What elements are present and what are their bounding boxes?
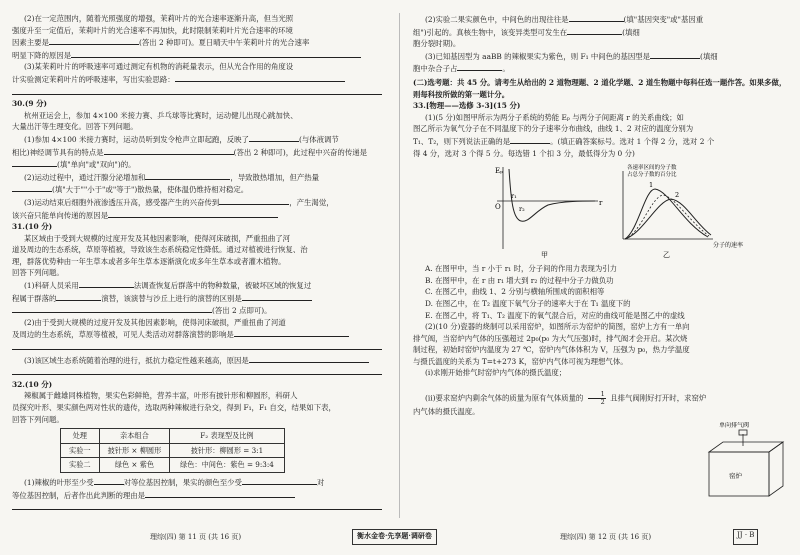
origin-label: O [495,203,501,212]
q33-2-i: (ⅰ)求刚开始排气时窑炉内气体的摄氏温度； [425,368,567,378]
table-header: F₂ 表现型及比例 [170,429,284,444]
q29-2-line4: 明显下降的原因是 [12,49,388,62]
figure-row [413,161,791,261]
footer-right-page-number: 理综(四) 第 12 页 (共 16 页) [560,533,652,541]
kiln-figure [413,422,791,502]
q31-1-line3: (答出 2 点即可)。 [12,304,388,317]
q31-2-line1: (2)由于受到大规模的过度开发及其他因素影响，使得河床破损，严重扭曲了河道 [24,317,286,327]
optional-section-title: (二)选考题：共 45 分。请考生从给出的 2 道物理题、2 道化学题、2 道生物题中每科任选一题作答。如果多做，则每科按所做的第一题计分。 [413,77,787,99]
q33-2-ii-line1: (ⅱ)要求窑炉内剩余气体的质量为原有气体质量的 $\frac{1}{2}$ 且排气阀刚好打开时，求窑炉 [425,390,707,407]
q32-1-line1: (1)辣椒的叶形至少受 对等位基因控制，果实的颜色至少受 对 [24,477,325,487]
q30-intro-1: 杭州亚运会上，参加 4×100 米接力赛、乒乓球等比赛时，运动健儿出现心跳加快、 [24,110,298,120]
table-header: 处理 [61,429,100,444]
answer-line [12,86,388,99]
r2-label: r₂ [519,205,525,214]
q32-3-line1: (3)已知基因型为 aaBB 的辣椒果实为紫色，则 F₁ 中间色的基因型是 (填细 [425,51,718,61]
table-cell: 披针形：柳圆形 = 3:1 [170,443,284,458]
q31-1-line1: (1)科研人员采用 法调查恢复后群落中的物种数量，被破坏区域的恢复过 [24,281,312,291]
table-cell: 实验二 [61,458,100,473]
curve-2-label: 2 [675,191,680,200]
q29-3-line1: (3)某茉莉叶片的呼吸速率可通过测定有机物的消耗量表示，但从光合作用的角度设 [24,62,294,72]
table-cell: 绿色 × 紫色 [99,458,170,473]
choice-a: A. 在图甲中，当 r 小于 r₁ 时，分子间的作用力表现为引力 [425,264,618,274]
kiln-top [709,442,783,452]
valve-label: 单向排气阀 [719,421,750,429]
answer-line [12,501,388,514]
table-cell: 披针形 × 柳圆形 [99,443,170,458]
choice-e: E. 在图乙中，将 T₁、T₂ 温度下的氧气混合后，对应的曲线可能是图乙中的虚线 [425,310,685,320]
q33-2-line3: 制过程，初始时窑炉内温度为 27 ℃，窑炉内气体体积为 V，压强为 p₀，热力学温度 [413,345,690,355]
q32-2-line1: (2)实验二果实颜色中，中间色的出现往往是 (填"基因突变"或"基因重 [425,15,704,24]
q31-intro-1: 某区域由于受到大规模的过度开发及其他因素影响，使得河床破损，严重扭曲了河 [24,233,291,243]
q33-heading: 33.[物理——选修 3-3](15 分) [413,101,521,111]
q33-1-line1: (1)(5 分)如图甲所示为两分子系统的势能 Eₚ 与两分子间距离 r 的关系曲线；如 [425,112,684,122]
footer-brand: 衡水金卷·先享题·调研卷 [352,529,437,545]
experiment-table [60,428,285,473]
figure-jia-label: 甲 [541,251,548,260]
table-cell: 实验一 [61,443,100,458]
q31-intro-2: 道及周边的生态系统，草原等植被，导致该生态系统稳定性降低。通过对植被进行恢复、治 [12,245,308,255]
curve-1-label: 1 [649,181,654,190]
q31-1-line2: 程属于群落的 演替，该演替与沙丘上进行的演替的区别是 [12,292,388,305]
q30-1-line1: (1)参加 4×100 米接力赛时，运动员听到发令枪声立即起跑，反映了 (与体液调节 [24,134,339,144]
fraction-one-half: $\frac{1}{2}$ [588,391,606,406]
footer-left-page-number: 理综(四) 第 11 页 (共 16 页) [150,533,242,541]
q32-intro-3: 回答下列问题。 [12,414,64,424]
q33-2-line2: 排气阀，当窑炉内气体的压强超过 2p₀(p₀ 为大气压强)时，排气阀才会开启。某次烧 [413,333,688,343]
q30-2-line2: (填"大于""小于"或"等于")散热量，使体温仍维持相对稳定。 [12,183,388,196]
q29-3-line2: 计实验测定茉莉叶片的呼吸速率，写出实验思路： [12,73,388,86]
choice-c: C. 在图乙中，曲线 1、2 分别与横轴所围成的面积相等 [425,287,605,297]
figure-yi-label: 乙 [663,251,670,260]
r-label: r [599,199,603,208]
kiln-side [769,442,783,496]
q31-2-line2: 及周边的生态系统，草原等植被，可见人类活动对群落演替的影响是 [12,328,388,341]
table-row [61,458,285,473]
q33-1-line3: T₁、T₂，则下列说法正确的是 。(填正确答案标号。选对 1 个得 2 分，选对 2 个 [413,136,715,146]
right-page [413,13,791,505]
q30-2-line1: (2)运动过程中，通过汗腺分泌增加和 ，导致散热增加，但产热量 [24,172,320,182]
q33-2-ii-line2: 内气体的摄氏温度。 [413,407,480,417]
choice-d: D. 在图乙中，在 T₂ 温度下氧气分子的速率大于在 T₁ 温度下的 [425,298,631,308]
q30-1-line2: 相比)神经调节具有的特点是 (答出 2 种即可)，此过程中兴奋的传递是 [12,147,367,157]
yi-y-axis-label-1: 各速率区间的分子数 [627,165,677,172]
figure-jia [495,167,603,259]
q31-intro-4: 回答下列问题。 [12,268,64,278]
q32-intro-1: 辣椒属于雌雄同株植物，果实色彩鲜艳，营养丰富，叶形有披针形和柳圆形，科研人 [24,391,298,401]
q31-heading: 31.(10 分) [12,222,53,232]
physics-figures [413,161,791,261]
table-cell: 绿色：中间色：紫色 = 9:3:4 [170,458,284,473]
table-row [61,443,285,458]
kiln-label: 窑炉 [729,471,742,480]
q33-2-line4: 与摄氏温度的关系为 T=t+273 K，窑炉内气体可视为理想气体。 [413,356,628,366]
choice-b: B. 在图甲中，在 r 由 r₁ 增大到 r₂ 的过程中分子力做负功 [425,275,614,285]
q32-intro-2: 员探究叶形、果实颜色两对性状的遗传，选取两种辣椒进行杂交，得到 F₁，F₁ 自交，结果如下表， [12,403,336,412]
q32-3-line2: 胞中杂合子占 。 [413,64,510,74]
q32-heading: 32.(10 分) [12,379,53,389]
yi-y-axis-label-2: 占总分子数的百分比 [627,172,677,179]
q30-1-line3: (填"单向"或"双向")的。 [12,158,388,171]
q30-3-line1: (3)运动结束后细胞外液渗透压升高，感受器产生的兴奋传到 ，产生渴觉， [24,197,334,207]
ep-curve [509,169,595,221]
q33-1-line2: 图乙所示为氧气分子在不同温度下的分子速率分布曲线，曲线 1、2 对应的温度分别为 [413,124,694,134]
q33-2-line1: (2)(10 分)瓷器的烧制可以采用窑炉，如图所示为窑炉的简图，窑炉上方有一单向 [425,322,690,332]
q30-heading: 30.(9 分) [12,99,47,109]
table-header-row [61,429,285,444]
q31-3-line1: (3)该区域生态系统随着治理的进行，抵抗力稳定性越来越高，原因是 [12,354,388,367]
q31-intro-3: 理，群落优势种由一年生草本或者多年生草本逐渐演化成多年生草本或者灌木植物。 [12,256,286,266]
figure-yi [623,163,743,259]
q32-1-line2: 等位基因控制，后者作出此判断的理由是 [12,489,388,502]
column-divider [399,13,400,518]
q29-2-line2: 强度升至一定值后，茉莉叶片的光合速率不再加快，此时限制茉莉叶片光合速率的环境 [12,25,293,35]
answer-line [12,366,388,379]
r1-label: r₁ [511,192,517,201]
q33-1-line4: 得 4 分，选对 3 个得 5 分。每选错 1 个扣 3 分，最低得分为 0 分) [413,148,635,158]
q32-2-line3: 胞分裂时期)。 [413,39,461,49]
footer-tag: JJ · B [733,529,758,545]
q32-2-line2: 组")引起的。真核生物中，该变异类型可发生在 (填细 [413,27,640,37]
q30-intro-2: 大量出汗等生理变化。回答下列问题。 [12,122,138,132]
ep-label: Eₚ [495,167,503,176]
table-header: 亲本组合 [99,429,170,444]
yi-x-axis-label: 分子的速率 [713,242,744,250]
answer-line [12,341,388,354]
q29-2-line1: (2)在一定范围内，随着光照强度的增强，茉莉叶片的光合速率逐渐升高，但当光照 [24,14,294,23]
q29-2-line3: 因素主要是 (答出 2 种即可)。夏日晴天中午茉莉叶片的光合速率 [12,38,310,48]
q30-3-line2: 该兴奋只能单向传递的原因是 [12,209,388,222]
left-page [12,13,388,514]
dashed-curve [625,195,709,239]
